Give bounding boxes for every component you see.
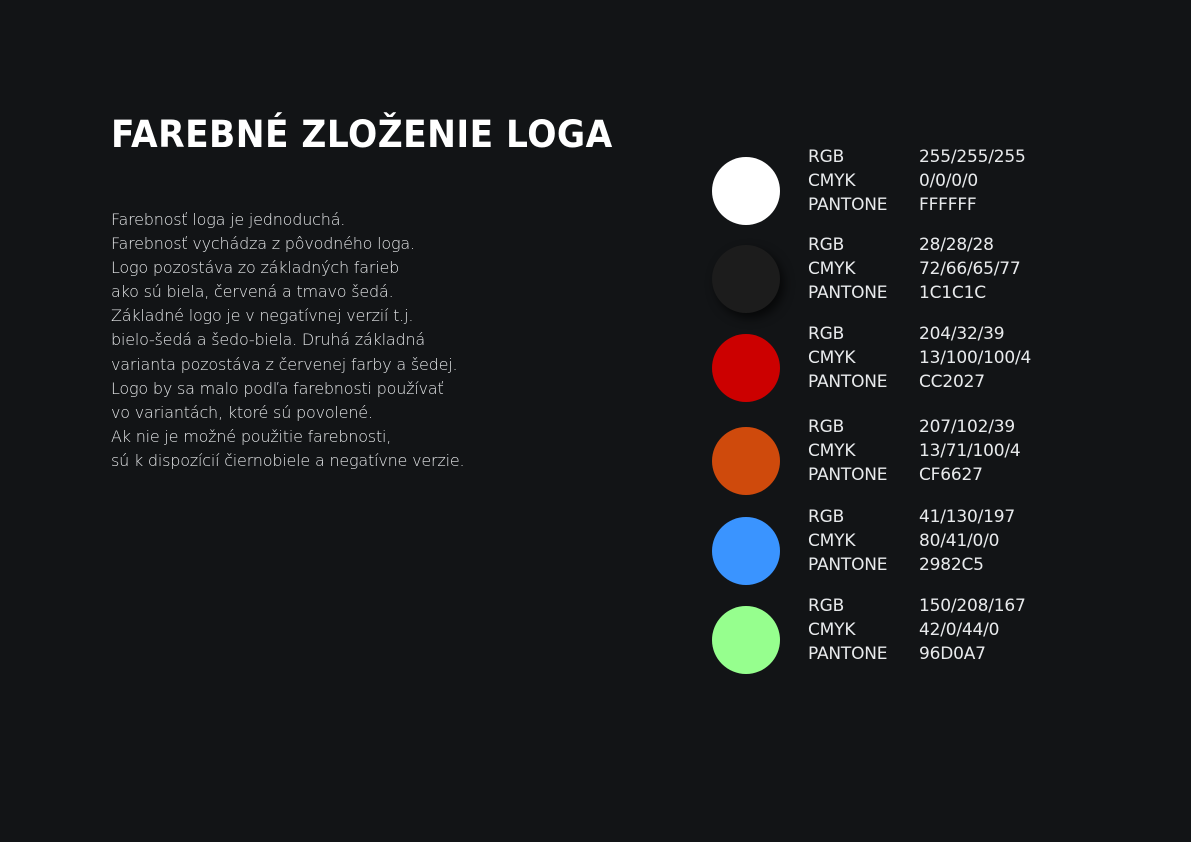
description-line: ako sú biela, červená a tmavo šedá.	[111, 282, 394, 302]
description-line: bielo-šedá a šedo-biela. Druhá základná	[111, 330, 426, 350]
pantone-value: CC2027	[919, 372, 985, 392]
rgb-label: RGB	[808, 147, 845, 167]
cmyk-row	[808, 529, 1015, 553]
pantone-label: PANTONE	[808, 465, 888, 485]
rgb-value: 150/208/167	[919, 596, 1026, 616]
color-swatch-red	[712, 324, 1072, 406]
rgb-label: RGB	[808, 235, 845, 255]
color-swatch-dark-gray	[712, 235, 1072, 317]
cmyk-row	[808, 257, 1021, 281]
cmyk-row	[808, 439, 1021, 463]
color-specs	[808, 145, 1026, 217]
cmyk-label: CMYK	[808, 441, 856, 461]
pantone-value: 96D0A7	[919, 644, 986, 664]
color-specs	[808, 505, 1015, 577]
cmyk-row	[808, 169, 1026, 193]
rgb-value: 41/130/197	[919, 507, 1015, 527]
rgb-row	[808, 415, 1021, 439]
rgb-value: 207/102/39	[919, 417, 1015, 437]
color-specs	[808, 594, 1026, 666]
color-specs	[808, 415, 1021, 487]
description-line: Základné logo je v negatívnej verzií t.j.	[111, 306, 414, 326]
cmyk-value: 0/0/0/0	[919, 171, 979, 191]
description-line: Farebnosť loga je jednoduchá.	[111, 210, 346, 229]
pantone-row	[808, 553, 1015, 577]
color-swatch-green	[712, 596, 1072, 678]
rgb-label: RGB	[808, 417, 845, 437]
rgb-row	[808, 233, 1021, 257]
pantone-row	[808, 370, 1031, 394]
color-circle	[712, 606, 780, 674]
cmyk-label: CMYK	[808, 620, 856, 640]
description-line: varianta pozostáva z červenej farby a šedej.	[111, 354, 458, 374]
description-line: sú k dispozícií čiernobiele a negatívne verzie.	[111, 450, 465, 470]
rgb-row	[808, 505, 1015, 529]
pantone-row	[808, 193, 1026, 217]
cmyk-label: CMYK	[808, 531, 856, 551]
rgb-label: RGB	[808, 596, 845, 616]
rgb-row	[808, 145, 1026, 169]
description-paragraph	[111, 208, 531, 473]
pantone-label: PANTONE	[808, 283, 888, 303]
pantone-label: PANTONE	[808, 644, 888, 664]
cmyk-label: CMYK	[808, 171, 856, 191]
rgb-row	[808, 594, 1026, 618]
color-swatch-blue	[712, 507, 1072, 589]
description-line: Ak nie je možné použitie farebnosti,	[111, 426, 392, 446]
cmyk-row	[808, 346, 1031, 370]
pantone-row	[808, 463, 1021, 487]
pantone-value: CF6627	[919, 465, 983, 485]
rgb-row	[808, 322, 1031, 346]
pantone-value: 1C1C1C	[919, 283, 986, 303]
cmyk-value: 42/0/44/0	[919, 620, 1000, 640]
rgb-label: RGB	[808, 507, 845, 527]
color-circle	[712, 517, 780, 585]
color-circle	[712, 157, 780, 225]
rgb-value: 255/255/255	[919, 147, 1026, 167]
pantone-row	[808, 281, 1021, 305]
cmyk-row	[808, 618, 1026, 642]
cmyk-label: CMYK	[808, 348, 856, 368]
color-circle	[712, 245, 780, 313]
cmyk-value: 13/100/100/4	[919, 348, 1032, 368]
pantone-label: PANTONE	[808, 555, 888, 575]
cmyk-value: 72/66/65/77	[919, 259, 1021, 279]
color-circle	[712, 334, 780, 402]
cmyk-value: 80/41/0/0	[919, 531, 1000, 551]
description-line: vo variantách, ktoré sú povolené.	[111, 402, 373, 422]
pantone-row	[808, 642, 1026, 666]
color-specs	[808, 322, 1031, 394]
description-line: Logo pozostáva zo základných farieb	[111, 258, 400, 278]
color-swatch-white	[712, 147, 1072, 229]
cmyk-label: CMYK	[808, 259, 856, 279]
color-specs	[808, 233, 1021, 305]
rgb-value: 204/32/39	[919, 324, 1005, 344]
color-swatch-orange	[712, 417, 1072, 499]
page-title: FAREBNÉ ZLOŽENIE LOGA	[111, 113, 613, 156]
description-line: Logo by sa malo podľa farebnosti používať	[111, 378, 444, 398]
pantone-value: FFFFFF	[919, 195, 977, 215]
rgb-label: RGB	[808, 324, 845, 344]
description-line: Farebnosť vychádza z pôvodného loga.	[111, 234, 415, 254]
color-circle	[712, 427, 780, 495]
rgb-value: 28/28/28	[919, 235, 994, 255]
pantone-value: 2982C5	[919, 555, 984, 575]
pantone-label: PANTONE	[808, 372, 888, 392]
pantone-label: PANTONE	[808, 195, 888, 215]
cmyk-value: 13/71/100/4	[919, 441, 1021, 461]
